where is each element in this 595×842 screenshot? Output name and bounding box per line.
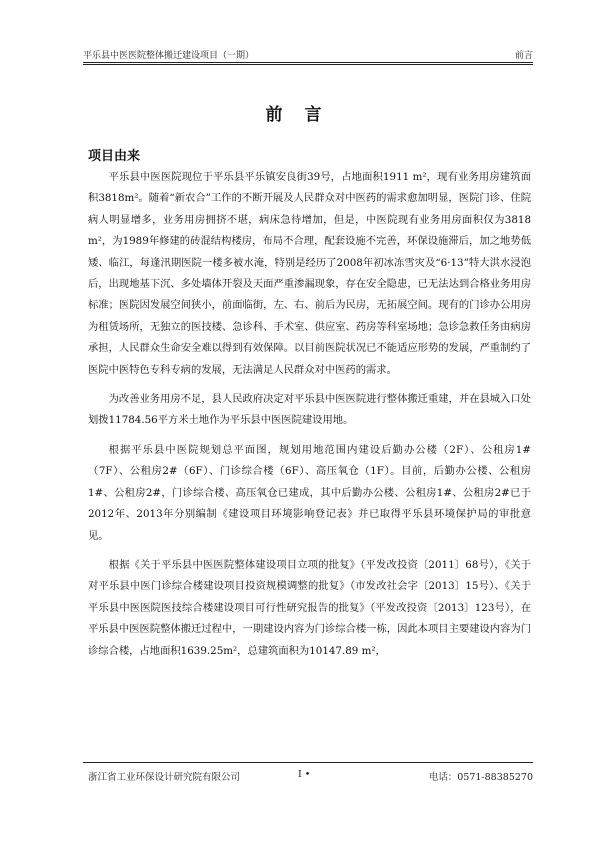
page-number: I • [298,769,311,780]
section-heading: 项目由来 [88,149,141,164]
header-section-name: 前言 [514,51,533,61]
footer-rule [83,762,533,763]
paragraph-1: 平乐县中医医院现位于平乐县平乐镇安良街39号，占地面积1911 m²，现有业务用房建筑面积3818m²。随着“新农合”工作的不断开展及人民群众对中医药的需求愈加明显，医院门诊、住院病人明显增多，业务用房拥挤不堪，病床急待增加，但是，中医院现有业务用房面积仅为3818 m²，为1989年修建的砖混结构楼房，布局不合理，配套设施不完善，环保设施滞后，加之地势低矮、临江，每逢汛期医院一楼多被水淹，特别是经历了2008年初冰冻雪灾及“6·13”特大洪水浸泡后，出现地基下沉、多处墙体开裂及天面严重渗漏现象，存在安全隐患，已无法达到合格业务用房标准；医院因发展空间狭小，前面临街，左、右、前后为民房，无拓展空间。现有的门诊办公用房为租赁场所，无独立的医技楼、急诊科、手术室、供应室、药房等科室场地；急诊急救任务由病房承担，人民群众生命安全难以得到有效保障。以目前医院状况已不能适应形势的发展，严重制约了医院中医特色专科专病的发展，无法满足人民群众对中医药的需求。 [88,171,531,376]
header-rule-thin [83,64,533,65]
header-rule [83,62,533,63]
paragraph-3: 根据平乐县中医院规划总平面图，规划用地范围内建设后勤办公楼（2F）、公租房1#（7F）、公租房2#（6F）、门诊综合楼（6F）、高压氧仓（1F）。目前，后勤办公楼、公租房1#、公租房2#，门诊综合楼、高压氧仓已建成，其中后勤办公楼、公租房1#、公租房2#已于2012年、2013年分别编制《建设项目环境影响登记表》并已取得平乐县环境保护局的审批意见。 [88,443,531,542]
paragraph-2: 为改善业务用房不足，县人民政府决定对平乐县中医医院进行整体搬迁重建，并在县城入口处划拨11784.56平方米土地作为平乐县中医医院建设用地。 [88,393,531,427]
footer-phone: 电话：0571-88385270 [428,772,533,783]
header-document-title: 平乐县中医医院整体搬迁建设项目（一期） [83,51,255,61]
footer-company: 浙江省工业环保设计研究院有限公司 [88,772,241,783]
paragraph-4: 根据《关于平乐县中医医院整体建设项目立项的批复》（平发改投资〔2011〕68号），《关于对平乐县中医门诊综合楼建设项目投资规模调整的批复》（市发改社会字〔2013〕15号）、《关于平乐县中医医院医技综合楼建设项目可行性研究报告的批复》（平发改投资〔2013〕123号），在平乐县中医医院整体搬迁过程中，一期建设内容为门诊综合楼一栋，因此本项目主要建设内容为门诊综合楼，占地面积1639.25m²，总建筑面积为10147.89 m²， [88,558,531,657]
page-title: 前 言 [265,105,330,125]
body-text [88,167,531,670]
running-header [83,48,533,62]
running-footer [88,769,533,783]
